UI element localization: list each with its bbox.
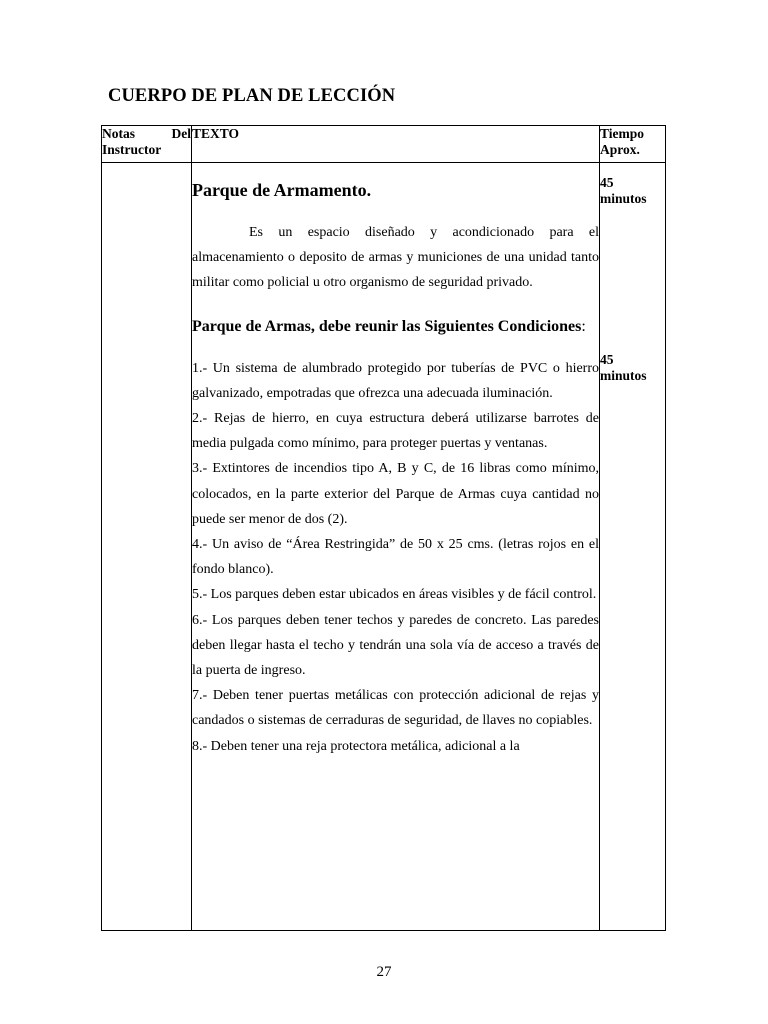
tiempo-cell: [600, 163, 666, 931]
time-estimate: [600, 352, 665, 384]
list-item: 2.- Rejas de hierro, en cuya estructura deberá utilizarse barrotes de media pulgada como mínimo, para proteger puertas y ventanas.: [192, 411, 599, 452]
time-value: 45: [600, 352, 614, 367]
list-item: 7.- Deben tener puertas metálicas con protección adicional de rejas y candados o sistemas de cerraduras de seguridad, de llaves no copiables.: [192, 688, 599, 729]
header-texto: TEXTO: [192, 126, 600, 163]
header-notas-line2: Instructor: [102, 142, 162, 157]
intro-paragraph: Es un espacio diseñado y acondicionado para el almacenamiento o deposito de armas y municiones de una unidad tanto militar como policial u otro organismo de seguridad privado.: [192, 225, 599, 291]
lesson-plan-table: [101, 125, 666, 931]
list-item: 1.- Un sistema de alumbrado protegido por tuberías de PVC o hierro galvanizado, empotradas que ofrezca una adecuada iluminación.: [192, 360, 599, 401]
list-item: 5.- Los parques deben estar ubicados en áreas visibles y de fácil control.: [192, 587, 597, 603]
texto-cell: [192, 163, 600, 931]
table-header-row: [102, 126, 666, 163]
header-tiempo-line1: Tiempo: [600, 126, 645, 141]
header-tiempo-line2: Aprox.: [600, 142, 640, 157]
table-body-row: [102, 163, 666, 931]
time-unit: minutos: [600, 368, 647, 383]
section-title: Parque de Armamento.: [192, 180, 372, 200]
header-notas-line1: Notas Del: [102, 126, 191, 141]
conditions-heading: [192, 312, 599, 341]
conditions-heading-text: Parque de Armas, debe reunir las Siguientes Condiciones: [192, 317, 582, 335]
header-notas-del-instructor: [102, 126, 192, 163]
time-value: 45: [600, 175, 614, 190]
time-unit: minutos: [600, 191, 647, 206]
page-number: 27: [376, 964, 392, 980]
notas-cell: [102, 163, 192, 931]
time-estimate: [600, 175, 665, 207]
header-tiempo-aprox: [600, 126, 666, 163]
conditions-heading-colon: :: [581, 317, 586, 335]
list-item: 4.- Un aviso de “Área Restringida” de 50 x 25 cms. (letras rojos en el fondo blanco).: [192, 537, 599, 578]
conditions-list: [192, 356, 599, 759]
list-item: 3.- Extintores de incendios tipo A, B y C, de 16 libras como mínimo, colocados, en la parte exterior del Parque de Armas cuya cantidad no puede ser menor de dos (2).: [192, 461, 599, 527]
page-title: CUERPO DE PLAN DE LECCIÓN: [108, 86, 396, 106]
list-item: 8.- Deben tener una reja protectora metálica, adicional a la: [192, 738, 520, 754]
list-item: 6.- Los parques deben tener techos y paredes de concreto. Las paredes deben llegar hasta el techo y tendrán una sola vía de acceso a través de la puerta de ingreso.: [192, 612, 599, 679]
